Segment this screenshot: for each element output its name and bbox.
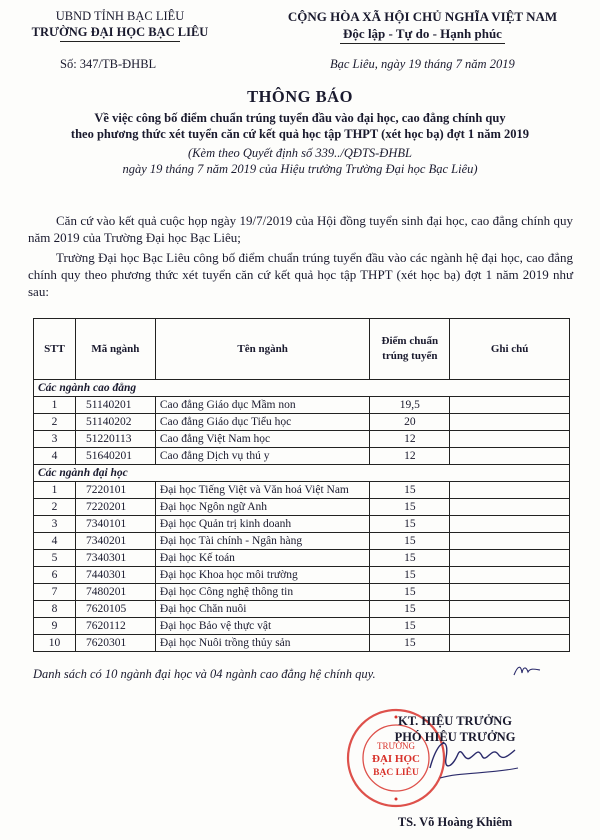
cell-code: 7440301	[75, 567, 155, 584]
cell-note	[450, 482, 570, 499]
cell-note	[450, 533, 570, 550]
cell-score: 15	[370, 550, 450, 567]
table-row	[34, 533, 570, 550]
stamp-text-mid: ĐẠI HỌC	[372, 753, 420, 765]
national-motto: Độc lập - Tự do - Hạnh phúc	[343, 26, 502, 41]
signer-name: TS. Võ Hoàng Khiêm	[397, 815, 513, 829]
table-row	[34, 550, 570, 567]
cell-score: 15	[370, 618, 450, 635]
cell-note	[450, 448, 570, 465]
handwritten-signature-icon	[420, 728, 525, 788]
cell-note	[450, 499, 570, 516]
cell-score: 15	[370, 482, 450, 499]
cell-note	[450, 567, 570, 584]
cell-name: Đại học Kế toán	[155, 550, 369, 567]
admission-score-table	[33, 318, 570, 652]
cell-name: Cao đẳng Giáo dục Tiểu học	[155, 414, 369, 431]
cell-code: 51140202	[75, 414, 155, 431]
paragraph-basis	[28, 212, 573, 246]
cell-score: 15	[370, 533, 450, 550]
cell-name: Đại học Chăn nuôi	[155, 601, 369, 618]
cell-stt: 7	[34, 584, 76, 601]
group-label: Các ngành cao đẳng	[34, 380, 370, 397]
table-row	[34, 397, 570, 414]
cell-code: 7620112	[75, 618, 155, 635]
cell-name: Đại học Ngôn ngữ Anh	[155, 499, 369, 516]
cell-stt: 2	[34, 499, 76, 516]
table-row	[34, 431, 570, 448]
cell-name: Cao đẳng Dịch vụ thú y	[155, 448, 369, 465]
cell-score: 15	[370, 601, 450, 618]
cell-code: 7480201	[75, 584, 155, 601]
table-row	[34, 618, 570, 635]
cell-note	[450, 431, 570, 448]
cell-code: 7220101	[75, 482, 155, 499]
cell-stt: 1	[34, 397, 76, 414]
header-name: Tên ngành	[155, 319, 369, 380]
cell-note	[450, 414, 570, 431]
table-row	[34, 448, 570, 465]
school-name: TRƯỜNG ĐẠI HỌC BẠC LIÊU	[31, 25, 209, 39]
cell-stt: 10	[34, 635, 76, 652]
cell-note	[450, 635, 570, 652]
cell-score: 19,5	[370, 397, 450, 414]
republic-name: CỘNG HÒA XÃ HỘI CHỦ NGHĨA VIỆT NAM	[287, 9, 558, 24]
cell-stt: 8	[34, 601, 76, 618]
cell-name: Đại học Bảo vệ thực vật	[155, 618, 369, 635]
cell-code: 51220113	[75, 431, 155, 448]
cell-code: 7340101	[75, 516, 155, 533]
cell-note	[450, 397, 570, 414]
subtitle-line-2: theo phương thức xét tuyển căn cứ kết quả học tập THPT (xét học bạ) đợt 1 năm 2019	[70, 127, 530, 141]
cell-stt: 1	[34, 482, 76, 499]
issuer-block	[20, 8, 220, 42]
document-title: THÔNG BÁO	[247, 87, 353, 106]
cell-score: 15	[370, 567, 450, 584]
signer-title-1: KT. HIỆU TRƯỞNG	[397, 714, 513, 728]
group-empty-cell	[370, 465, 450, 482]
cell-stt: 4	[34, 448, 76, 465]
initial-mark-icon	[512, 661, 542, 679]
cell-note	[450, 550, 570, 567]
cell-code: 51140201	[75, 397, 155, 414]
cell-name: Đại học Tiếng Việt và Văn hoá Việt Nam	[155, 482, 369, 499]
cell-score: 20	[370, 414, 450, 431]
document-subtitle	[20, 110, 580, 142]
subtitle-line-1: Về việc công bố điểm chuẩn trúng tuyển đầu vào đại học, cao đẳng chính quy	[94, 111, 506, 125]
group-row-college	[34, 380, 570, 397]
cell-code: 51640201	[75, 448, 155, 465]
cell-note	[450, 516, 570, 533]
cell-name: Đại học Công nghệ thông tin	[155, 584, 369, 601]
cell-stt: 3	[34, 516, 76, 533]
cell-score: 12	[370, 448, 450, 465]
cell-score: 15	[370, 584, 450, 601]
cell-stt: 3	[34, 431, 76, 448]
table-row	[34, 584, 570, 601]
attachment-line-1: (Kèm theo Quyết định số 339../QĐTS-ĐHBL	[188, 146, 412, 160]
motto-underline	[340, 43, 505, 44]
cell-stt: 5	[34, 550, 76, 567]
signer-title-2: PHÓ HIỆU TRƯỞNG	[394, 730, 516, 744]
stamp-text-bottom: BẠC LIÊU	[373, 768, 419, 778]
cell-note	[450, 601, 570, 618]
attachment-note	[20, 145, 580, 177]
group-row-university	[34, 465, 570, 482]
cell-stt: 2	[34, 414, 76, 431]
table-row	[34, 482, 570, 499]
national-header	[255, 8, 590, 44]
agency-name: UBND TỈNH BẠC LIÊU	[55, 9, 185, 23]
paragraph-announcement-text: Trường Đại học Bạc Liêu công bố điểm chuẩn trúng tuyển đầu vào các ngành hệ đại học, cao đẳng chính quy theo phương thức xét tuyển căn cứ kết quả học tập THPT (xét học bạ) đợt 1 năm 2019 như sau:	[28, 250, 573, 299]
place-date: Bạc Liêu, ngày 19 tháng 7 năm 2019	[330, 57, 515, 71]
cell-code: 7620301	[75, 635, 155, 652]
cell-name: Cao đẳng Việt Nam học	[155, 431, 369, 448]
paragraph-basis-text: Căn cứ vào kết quả cuộc họp ngày 19/7/2019 của Hội đồng tuyển sinh đại học, cao đẳng chính quy năm 2019 của Trường Đại học Bạc Liêu;	[28, 213, 573, 245]
issuer-underline	[60, 41, 180, 42]
group-label: Các ngành đại học	[34, 465, 370, 482]
cell-stt: 4	[34, 533, 76, 550]
cell-code: 7620105	[75, 601, 155, 618]
cell-score: 15	[370, 499, 450, 516]
cell-note	[450, 584, 570, 601]
cell-stt: 6	[34, 567, 76, 584]
cell-score: 15	[370, 516, 450, 533]
group-empty-cell	[450, 465, 570, 482]
paragraph-announcement	[28, 249, 573, 300]
cell-name: Đại học Tài chính - Ngân hàng	[155, 533, 369, 550]
table-row	[34, 601, 570, 618]
table-row	[34, 414, 570, 431]
cell-stt: 9	[34, 618, 76, 635]
cell-code: 7220201	[75, 499, 155, 516]
table-row	[34, 499, 570, 516]
cell-name: Đại học Khoa học môi trường	[155, 567, 369, 584]
header-score: Điểm chuẩn trúng tuyển	[370, 319, 450, 380]
table-row	[34, 516, 570, 533]
cell-name: Đại học Quản trị kinh doanh	[155, 516, 369, 533]
header-note: Ghi chú	[450, 319, 570, 380]
cell-name: Cao đẳng Giáo dục Mầm non	[155, 397, 369, 414]
table-header-row	[34, 319, 570, 380]
cell-code: 7340201	[75, 533, 155, 550]
stamp-text-top: TRƯỜNG	[377, 741, 415, 751]
document-number: Số: 347/TB-ĐHBL	[60, 57, 157, 71]
table-row	[34, 567, 570, 584]
cell-code: 7340301	[75, 550, 155, 567]
cell-name: Đại học Nuôi trồng thủy sản	[155, 635, 369, 652]
header-code: Mã ngành	[75, 319, 155, 380]
header-stt: STT	[34, 319, 76, 380]
group-empty-cell	[450, 380, 570, 397]
attachment-line-2: ngày 19 tháng 7 năm 2019 của Hiệu trưởng Trường Đại học Bạc Liêu)	[122, 162, 478, 176]
cell-note	[450, 618, 570, 635]
cell-score: 12	[370, 431, 450, 448]
cell-score: 15	[370, 635, 450, 652]
table-footnote: Danh sách có 10 ngành đại học và 04 ngành cao đẳng hệ chính quy.	[33, 667, 376, 681]
group-empty-cell	[370, 380, 450, 397]
table-row	[34, 635, 570, 652]
